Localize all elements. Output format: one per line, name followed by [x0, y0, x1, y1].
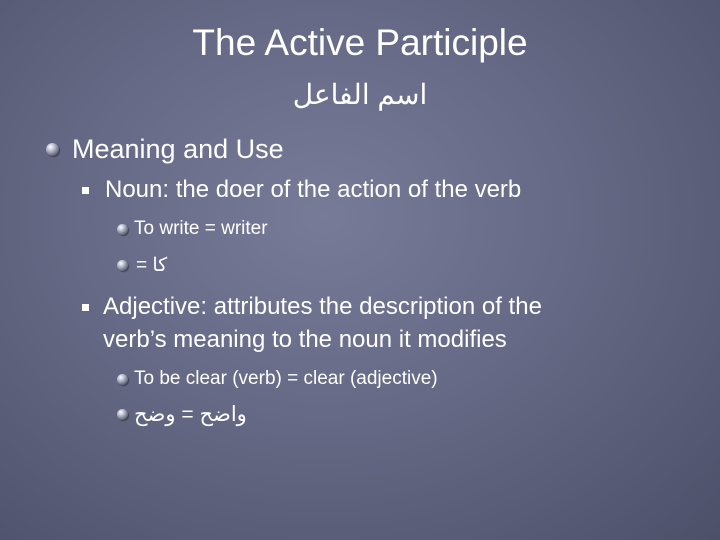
slide-title-arabic: اسم الفاعل [292, 79, 428, 110]
adjective-example-english: To be clear (verb) = clear (adjective) [134, 368, 438, 389]
noun-example-arabic: كا = [136, 255, 168, 276]
square-bullet-icon [82, 304, 89, 311]
bullet-noun-example-english [117, 218, 268, 240]
adjective-definition [103, 290, 542, 356]
noun-definition: Noun: the doer of the action of the verb [105, 176, 522, 203]
noun-example-english: To write = writer [134, 218, 268, 239]
sphere-bullet-icon [117, 409, 128, 420]
sphere-bullet-icon [46, 143, 59, 156]
adjective-definition-line1: Adjective: attributes the description of the [103, 293, 542, 320]
bullet-noun-example-arabic [117, 254, 167, 277]
section-heading: Meaning and Use [72, 134, 284, 164]
sphere-bullet-icon [117, 224, 128, 235]
sphere-bullet-icon [117, 374, 128, 385]
slide-title: The Active Participle [192, 22, 528, 63]
bullet-adjective [82, 290, 542, 356]
bullet-adjective-example-english [117, 368, 438, 390]
adjective-example-arabic: واضح = وضح [134, 403, 247, 426]
square-bullet-icon [82, 187, 89, 194]
adjective-definition-line2: verb’s meaning to the noun it modifies [103, 326, 507, 353]
bullet-noun [82, 176, 521, 204]
bullet-adjective-example-arabic [117, 402, 247, 427]
bullet-meaning-and-use [46, 134, 284, 165]
sphere-bullet-icon [117, 260, 128, 271]
